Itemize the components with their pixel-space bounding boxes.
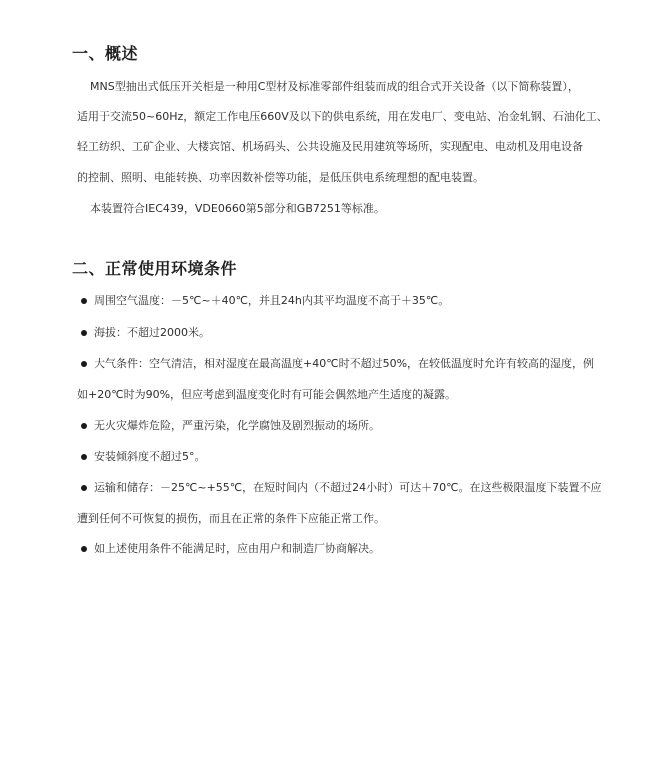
overview-paragraph-line: MNS型抽出式低压开关柜是一种用C型材及标准零部件组装而成的组合式开关设备（以下简称装置）， xyxy=(90,80,579,93)
overview-paragraph-line: 轻工纺织、工矿企业、大楼宾馆、机场码头、公共设施及民用建筑等场所，实现配电、电动机及用电设备 xyxy=(77,140,583,153)
condition-item-continuation: 遭到任何不可恢复的损伤，而且在正常的条件下应能正常工作。 xyxy=(77,512,385,525)
condition-item-continuation: 如+20℃时为90%，但应考虑到温度变化时有可能会偶然地产生适度的凝露。 xyxy=(77,388,457,401)
bullet-icon xyxy=(81,546,87,552)
bullet-icon xyxy=(81,423,87,429)
condition-item: 无火灾爆炸危险，严重污染，化学腐蚀及剧烈振动的场所。 xyxy=(94,419,380,432)
bullet-icon xyxy=(81,330,87,336)
condition-item: 大气条件：空气清洁，相对湿度在最高温度+40℃时不超过50%，在较低温度时允许有较高的湿度，例 xyxy=(94,357,595,370)
overview-paragraph-line: 的控制、照明、电能转换、功率因数补偿等功能，是低压供电系统理想的配电装置。 xyxy=(77,171,484,184)
bullet-icon xyxy=(81,361,87,367)
section-heading-overview: 一、概述 xyxy=(72,44,139,63)
bullet-icon xyxy=(81,454,87,460)
section-heading-environment: 二、正常使用环境条件 xyxy=(72,259,238,278)
condition-item: 如上述使用条件不能满足时，应由用户和制造厂协商解决。 xyxy=(94,542,380,555)
condition-item: 海拔：不超过2000米。 xyxy=(94,326,210,339)
bullet-icon xyxy=(81,298,87,304)
standards-paragraph: 本装置符合IEC439，VDE0660第5部分和GB7251等标准。 xyxy=(90,202,385,215)
bullet-icon xyxy=(81,485,87,491)
condition-item: 运输和储存：－25℃~+55℃，在短时间内（不超过24小时）可达＋70℃。在这些极限温度下装置不应 xyxy=(94,481,602,494)
condition-item: 周围空气温度：－5℃~＋40℃，并且24h内其平均温度不高于＋35℃。 xyxy=(94,294,450,307)
condition-item: 安装倾斜度不超过5°。 xyxy=(94,450,206,463)
overview-paragraph-line: 适用于交流50~60Hz，额定工作电压660V及以下的供电系统，用在发电厂、变电站、冶金轧钢、石油化工、 xyxy=(77,110,608,123)
